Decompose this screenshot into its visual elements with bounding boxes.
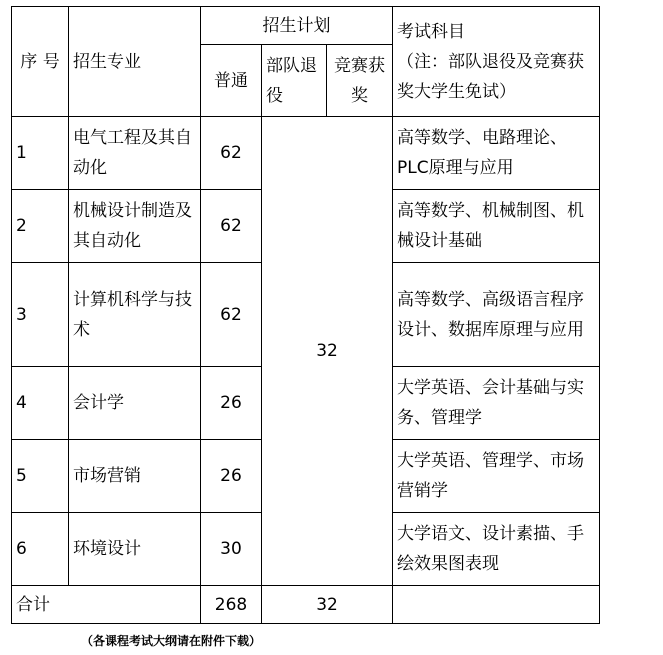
header-major: 招生专业 [69, 7, 201, 117]
total-regular: 268 [201, 586, 262, 624]
header-exam-subjects [393, 7, 600, 117]
total-subjects [393, 586, 600, 624]
row-major: 计算机科学与技术 [69, 263, 201, 367]
row-seq: 5 [12, 440, 69, 513]
row-regular: 30 [201, 513, 262, 586]
header-competition: 竞赛获奖 [327, 45, 393, 117]
row-regular: 62 [201, 190, 262, 263]
syllabus-download-note: （各课程考试大纲请在附件下载） [81, 634, 262, 648]
row-seq: 2 [12, 190, 69, 263]
row-major: 环境设计 [69, 513, 201, 586]
table-row [12, 117, 600, 190]
header-military: 部队退役 [262, 45, 327, 117]
row-seq: 4 [12, 367, 69, 440]
special-quota-merged: 32 [262, 117, 393, 586]
header-regular: 普通 [201, 45, 262, 117]
row-subjects: 高等数学、机械制图、机械设计基础 [393, 190, 600, 263]
row-subjects: 大学语文、设计素描、手绘效果图表现 [393, 513, 600, 586]
header-row-top [12, 7, 600, 45]
admission-plan-table-wrapper [11, 6, 600, 624]
row-seq: 6 [12, 513, 69, 586]
exam-subjects-note: （注：部队退役及竞赛获奖大学生免试） [397, 51, 585, 102]
row-subjects: 高等数学、电路理论、PLC原理与应用 [393, 117, 600, 190]
row-seq: 3 [12, 263, 69, 367]
row-regular: 62 [201, 117, 262, 190]
row-major: 会计学 [69, 367, 201, 440]
row-major: 市场营销 [69, 440, 201, 513]
exam-subjects-title: 考试科目 [397, 21, 466, 42]
row-seq: 1 [12, 117, 69, 190]
total-row [12, 586, 600, 624]
header-seq: 序 号 [12, 7, 69, 117]
total-special: 32 [262, 586, 393, 624]
row-regular: 26 [201, 367, 262, 440]
admission-plan-table [11, 6, 600, 624]
row-regular: 26 [201, 440, 262, 513]
row-major: 电气工程及其自动化 [69, 117, 201, 190]
row-regular: 62 [201, 263, 262, 367]
row-major: 机械设计制造及其自动化 [69, 190, 201, 263]
row-subjects: 大学英语、管理学、市场营销学 [393, 440, 600, 513]
header-enrollment-plan: 招生计划 [201, 7, 393, 45]
row-subjects: 高等数学、高级语言程序设计、数据库原理与应用 [393, 263, 600, 367]
row-subjects: 大学英语、会计基础与实务、管理学 [393, 367, 600, 440]
total-label: 合计 [12, 586, 201, 624]
